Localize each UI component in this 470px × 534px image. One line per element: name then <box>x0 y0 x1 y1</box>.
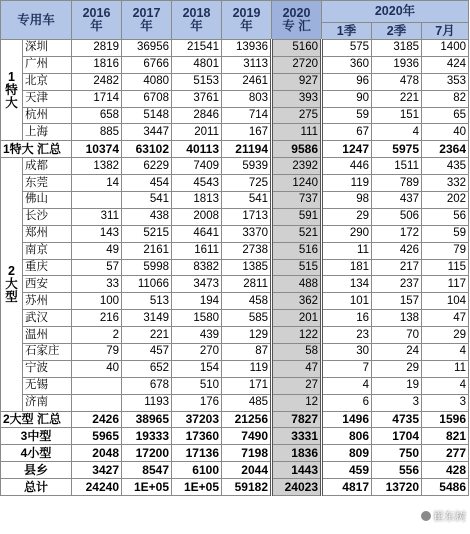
value-cell: 5975 <box>372 141 422 158</box>
value-cell: 101 <box>322 293 372 310</box>
row-label: 县乡 <box>1 462 72 479</box>
value-cell: 13936 <box>222 40 272 57</box>
value-cell: 47 <box>422 310 469 327</box>
summary-row <box>1 462 469 479</box>
value-cell: 36956 <box>122 40 172 57</box>
value-cell: 803 <box>222 90 272 107</box>
value-cell: 17200 <box>122 445 172 462</box>
value-cell: 9586 <box>272 141 322 158</box>
value-cell: 290 <box>322 225 372 242</box>
value-cell: 1511 <box>372 158 422 175</box>
value-cell: 362 <box>272 293 322 310</box>
value-cell: 3113 <box>222 56 272 73</box>
value-cell: 575 <box>322 40 372 57</box>
city-name: 南京 <box>23 242 72 259</box>
value-cell: 885 <box>72 124 122 141</box>
value-cell: 8382 <box>172 259 222 276</box>
value-cell: 485 <box>222 394 272 411</box>
header-period: 7月 <box>422 23 469 40</box>
value-cell: 1443 <box>272 462 322 479</box>
subtotal-row <box>1 141 469 158</box>
value-cell: 3761 <box>172 90 222 107</box>
value-cell: 21256 <box>222 411 272 428</box>
value-cell: 96 <box>322 73 372 90</box>
value-cell: 750 <box>372 445 422 462</box>
value-cell: 90 <box>322 90 372 107</box>
value-cell: 506 <box>372 208 422 225</box>
value-cell: 5148 <box>122 107 172 124</box>
subtotal-label: 2大型 汇总 <box>1 411 72 428</box>
value-cell: 117 <box>422 276 469 293</box>
value-cell: 3427 <box>72 462 122 479</box>
value-cell: 1385 <box>222 259 272 276</box>
value-cell: 10374 <box>72 141 122 158</box>
value-cell: 435 <box>422 158 469 175</box>
header-year: 2019 年 <box>222 1 272 40</box>
value-cell: 426 <box>372 242 422 259</box>
value-cell: 270 <box>172 344 222 361</box>
table-row <box>1 90 469 107</box>
city-name: 天津 <box>23 90 72 107</box>
subtotal-label: 1特大 汇总 <box>1 141 72 158</box>
value-cell: 821 <box>422 428 469 445</box>
value-cell: 714 <box>222 107 272 124</box>
value-cell: 438 <box>122 208 172 225</box>
value-cell: 1193 <box>122 394 172 411</box>
value-cell: 2364 <box>422 141 469 158</box>
value-cell: 1400 <box>422 40 469 57</box>
value-cell: 8547 <box>122 462 172 479</box>
value-cell: 4735 <box>372 411 422 428</box>
value-cell: 122 <box>272 327 322 344</box>
value-cell: 138 <box>372 310 422 327</box>
table-row <box>1 40 469 57</box>
value-cell: 17136 <box>172 445 222 462</box>
header-year: 2017 年 <box>122 1 172 40</box>
value-cell: 585 <box>222 310 272 327</box>
value-cell: 30 <box>322 344 372 361</box>
value-cell: 57 <box>72 259 122 276</box>
value-cell: 457 <box>122 344 172 361</box>
city-name: 温州 <box>23 327 72 344</box>
value-cell: 1E+05 <box>122 479 172 496</box>
value-cell: 134 <box>322 276 372 293</box>
value-cell: 115 <box>422 259 469 276</box>
value-cell: 171 <box>222 377 272 394</box>
value-cell: 454 <box>122 175 172 192</box>
value-cell: 510 <box>172 377 222 394</box>
value-cell: 5215 <box>122 225 172 242</box>
table-row <box>1 208 469 225</box>
value-cell: 129 <box>222 327 272 344</box>
value-cell: 360 <box>322 56 372 73</box>
value-cell <box>72 394 122 411</box>
watermark <box>421 508 466 524</box>
watermark-icon <box>421 511 431 521</box>
value-cell: 459 <box>322 462 372 479</box>
table-row <box>1 124 469 141</box>
city-name: 北京 <box>23 73 72 90</box>
value-cell: 4817 <box>322 479 372 496</box>
table-row <box>1 56 469 73</box>
value-cell: 87 <box>222 344 272 361</box>
value-cell: 1240 <box>272 175 322 192</box>
value-cell: 40113 <box>172 141 222 158</box>
value-cell: 7198 <box>222 445 272 462</box>
table-row <box>1 192 469 209</box>
value-cell: 789 <box>372 175 422 192</box>
table-row <box>1 225 469 242</box>
value-cell: 3447 <box>122 124 172 141</box>
header-period: 2季 <box>372 23 422 40</box>
value-cell: 221 <box>372 90 422 107</box>
city-name: 西安 <box>23 276 72 293</box>
value-cell: 104 <box>422 293 469 310</box>
value-cell: 2011 <box>172 124 222 141</box>
city-name: 宁波 <box>23 360 72 377</box>
value-cell: 59 <box>322 107 372 124</box>
value-cell: 6708 <box>122 90 172 107</box>
value-cell: 2720 <box>272 56 322 73</box>
value-cell: 98 <box>322 192 372 209</box>
value-cell: 353 <box>422 73 469 90</box>
value-cell: 6 <box>322 394 372 411</box>
city-name: 杭州 <box>23 107 72 124</box>
subtotal-row <box>1 411 469 428</box>
value-cell: 58 <box>272 344 322 361</box>
summary-row <box>1 445 469 462</box>
value-cell: 119 <box>322 175 372 192</box>
value-cell: 2846 <box>172 107 222 124</box>
table-row <box>1 158 469 175</box>
value-cell: 1496 <box>322 411 372 428</box>
value-cell: 29 <box>322 208 372 225</box>
value-cell: 154 <box>172 360 222 377</box>
value-cell: 521 <box>272 225 322 242</box>
header-2020-group: 2020年 <box>322 1 469 23</box>
city-name: 武汉 <box>23 310 72 327</box>
value-cell: 1596 <box>422 411 469 428</box>
value-cell: 1382 <box>72 158 122 175</box>
value-cell: 1816 <box>72 56 122 73</box>
value-cell: 1813 <box>172 192 222 209</box>
value-cell: 23 <box>322 327 372 344</box>
value-cell: 428 <box>422 462 469 479</box>
value-cell: 21541 <box>172 40 222 57</box>
value-cell: 194 <box>172 293 222 310</box>
value-cell: 2482 <box>72 73 122 90</box>
value-cell: 59182 <box>222 479 272 496</box>
value-cell: 478 <box>372 73 422 90</box>
value-cell: 119 <box>222 360 272 377</box>
value-cell: 63102 <box>122 141 172 158</box>
value-cell: 458 <box>222 293 272 310</box>
value-cell: 1E+05 <box>172 479 222 496</box>
value-cell: 24240 <box>72 479 122 496</box>
value-cell: 556 <box>372 462 422 479</box>
row-label: 总计 <box>1 479 72 496</box>
value-cell: 21194 <box>222 141 272 158</box>
table-row <box>1 310 469 327</box>
value-cell: 4 <box>422 344 469 361</box>
table-row <box>1 73 469 90</box>
group-label: 1 特 大 <box>1 40 23 141</box>
value-cell: 2738 <box>222 242 272 259</box>
value-cell: 4 <box>322 377 372 394</box>
value-cell: 2461 <box>222 73 272 90</box>
value-cell: 111 <box>272 124 322 141</box>
value-cell: 217 <box>372 259 422 276</box>
value-cell: 7409 <box>172 158 222 175</box>
value-cell: 40 <box>422 124 469 141</box>
value-cell: 437 <box>372 192 422 209</box>
value-cell: 2048 <box>72 445 122 462</box>
value-cell: 1704 <box>372 428 422 445</box>
value-cell: 737 <box>272 192 322 209</box>
value-cell: 5486 <box>422 479 469 496</box>
summary-row <box>1 428 469 445</box>
value-cell: 202 <box>422 192 469 209</box>
header-category: 专用车 <box>1 1 72 40</box>
city-name: 郑州 <box>23 225 72 242</box>
city-name: 广州 <box>23 56 72 73</box>
value-cell: 488 <box>272 276 322 293</box>
value-cell: 3473 <box>172 276 222 293</box>
watermark-text: 崔东树 <box>433 511 466 523</box>
value-cell: 1580 <box>172 310 222 327</box>
table-row <box>1 276 469 293</box>
value-cell: 515 <box>272 259 322 276</box>
value-cell: 678 <box>122 377 172 394</box>
value-cell: 809 <box>322 445 372 462</box>
value-cell: 4 <box>422 377 469 394</box>
city-name: 成都 <box>23 158 72 175</box>
value-cell: 6766 <box>122 56 172 73</box>
table-row <box>1 293 469 310</box>
value-cell: 4080 <box>122 73 172 90</box>
table-row <box>1 377 469 394</box>
table-row <box>1 327 469 344</box>
value-cell <box>72 192 122 209</box>
value-cell: 157 <box>372 293 422 310</box>
value-cell: 513 <box>122 293 172 310</box>
value-cell: 652 <box>122 360 172 377</box>
value-cell: 541 <box>122 192 172 209</box>
value-cell: 658 <box>72 107 122 124</box>
value-cell: 167 <box>222 124 272 141</box>
value-cell: 393 <box>272 90 322 107</box>
total-row <box>1 479 469 496</box>
header-year-2020: 2020 专 汇 <box>272 1 322 40</box>
table-row <box>1 259 469 276</box>
value-cell: 14 <box>72 175 122 192</box>
value-cell: 216 <box>72 310 122 327</box>
value-cell: 16 <box>322 310 372 327</box>
value-cell: 2044 <box>222 462 272 479</box>
city-name: 东莞 <box>23 175 72 192</box>
value-cell: 11 <box>322 242 372 259</box>
value-cell: 4 <box>372 124 422 141</box>
value-cell: 1713 <box>222 208 272 225</box>
value-cell: 176 <box>172 394 222 411</box>
city-name: 无锡 <box>23 377 72 394</box>
value-cell: 3185 <box>372 40 422 57</box>
value-cell: 2426 <box>72 411 122 428</box>
value-cell: 277 <box>422 445 469 462</box>
city-name: 苏州 <box>23 293 72 310</box>
value-cell: 4543 <box>172 175 222 192</box>
value-cell: 172 <box>372 225 422 242</box>
value-cell: 29 <box>372 360 422 377</box>
value-cell: 275 <box>272 107 322 124</box>
value-cell: 40 <box>72 360 122 377</box>
row-label: 4小型 <box>1 445 72 462</box>
city-name: 长沙 <box>23 208 72 225</box>
value-cell: 806 <box>322 428 372 445</box>
table-row <box>1 394 469 411</box>
city-name: 济南 <box>23 394 72 411</box>
value-cell: 4641 <box>172 225 222 242</box>
value-cell: 12 <box>272 394 322 411</box>
value-cell: 221 <box>122 327 172 344</box>
value-cell: 541 <box>222 192 272 209</box>
city-name: 上海 <box>23 124 72 141</box>
value-cell: 3149 <box>122 310 172 327</box>
header-year: 2018 年 <box>172 1 222 40</box>
value-cell: 5153 <box>172 73 222 90</box>
row-label: 3中型 <box>1 428 72 445</box>
value-cell: 1714 <box>72 90 122 107</box>
value-cell: 725 <box>222 175 272 192</box>
value-cell: 2161 <box>122 242 172 259</box>
city-name: 石家庄 <box>23 344 72 361</box>
value-cell: 181 <box>322 259 372 276</box>
value-cell: 17360 <box>172 428 222 445</box>
value-cell: 24 <box>372 344 422 361</box>
value-cell: 332 <box>422 175 469 192</box>
value-cell: 201 <box>272 310 322 327</box>
value-cell: 5965 <box>72 428 122 445</box>
header-year: 2016 年 <box>72 1 122 40</box>
table-row <box>1 107 469 124</box>
value-cell: 29 <box>422 327 469 344</box>
value-cell: 38965 <box>122 411 172 428</box>
value-cell: 143 <box>72 225 122 242</box>
value-cell: 2008 <box>172 208 222 225</box>
value-cell: 79 <box>422 242 469 259</box>
value-cell: 1611 <box>172 242 222 259</box>
value-cell: 7827 <box>272 411 322 428</box>
value-cell: 11 <box>422 360 469 377</box>
value-cell: 6229 <box>122 158 172 175</box>
value-cell: 24023 <box>272 479 322 496</box>
value-cell: 5939 <box>222 158 272 175</box>
value-cell: 151 <box>372 107 422 124</box>
value-cell: 19333 <box>122 428 172 445</box>
value-cell: 5160 <box>272 40 322 57</box>
value-cell: 56 <box>422 208 469 225</box>
value-cell: 65 <box>422 107 469 124</box>
value-cell: 67 <box>322 124 372 141</box>
header-row <box>1 1 469 23</box>
value-cell: 2392 <box>272 158 322 175</box>
value-cell: 47 <box>272 360 322 377</box>
value-cell: 70 <box>372 327 422 344</box>
table-row <box>1 344 469 361</box>
group-label: 2 大 型 <box>1 158 23 411</box>
value-cell: 3 <box>372 394 422 411</box>
value-cell: 6100 <box>172 462 222 479</box>
value-cell: 1247 <box>322 141 372 158</box>
value-cell: 3331 <box>272 428 322 445</box>
value-cell: 82 <box>422 90 469 107</box>
value-cell: 7490 <box>222 428 272 445</box>
value-cell: 2 <box>72 327 122 344</box>
value-cell: 446 <box>322 158 372 175</box>
city-name: 深圳 <box>23 40 72 57</box>
value-cell: 3370 <box>222 225 272 242</box>
table-row <box>1 360 469 377</box>
value-cell: 37203 <box>172 411 222 428</box>
value-cell: 1836 <box>272 445 322 462</box>
value-cell: 3 <box>422 394 469 411</box>
city-name: 佛山 <box>23 192 72 209</box>
value-cell: 2819 <box>72 40 122 57</box>
value-cell: 311 <box>72 208 122 225</box>
value-cell: 11066 <box>122 276 172 293</box>
value-cell: 1936 <box>372 56 422 73</box>
value-cell: 79 <box>72 344 122 361</box>
value-cell: 4801 <box>172 56 222 73</box>
header-period: 1季 <box>322 23 372 40</box>
value-cell: 7 <box>322 360 372 377</box>
value-cell <box>72 377 122 394</box>
value-cell: 33 <box>72 276 122 293</box>
value-cell: 5998 <box>122 259 172 276</box>
value-cell: 439 <box>172 327 222 344</box>
value-cell: 591 <box>272 208 322 225</box>
value-cell: 927 <box>272 73 322 90</box>
value-cell: 100 <box>72 293 122 310</box>
table-row <box>1 242 469 259</box>
value-cell: 19 <box>372 377 422 394</box>
city-name: 重庆 <box>23 259 72 276</box>
value-cell: 13720 <box>372 479 422 496</box>
value-cell: 424 <box>422 56 469 73</box>
value-cell: 59 <box>422 225 469 242</box>
value-cell: 237 <box>372 276 422 293</box>
table-row <box>1 175 469 192</box>
value-cell: 2811 <box>222 276 272 293</box>
value-cell: 27 <box>272 377 322 394</box>
value-cell: 516 <box>272 242 322 259</box>
value-cell: 49 <box>72 242 122 259</box>
